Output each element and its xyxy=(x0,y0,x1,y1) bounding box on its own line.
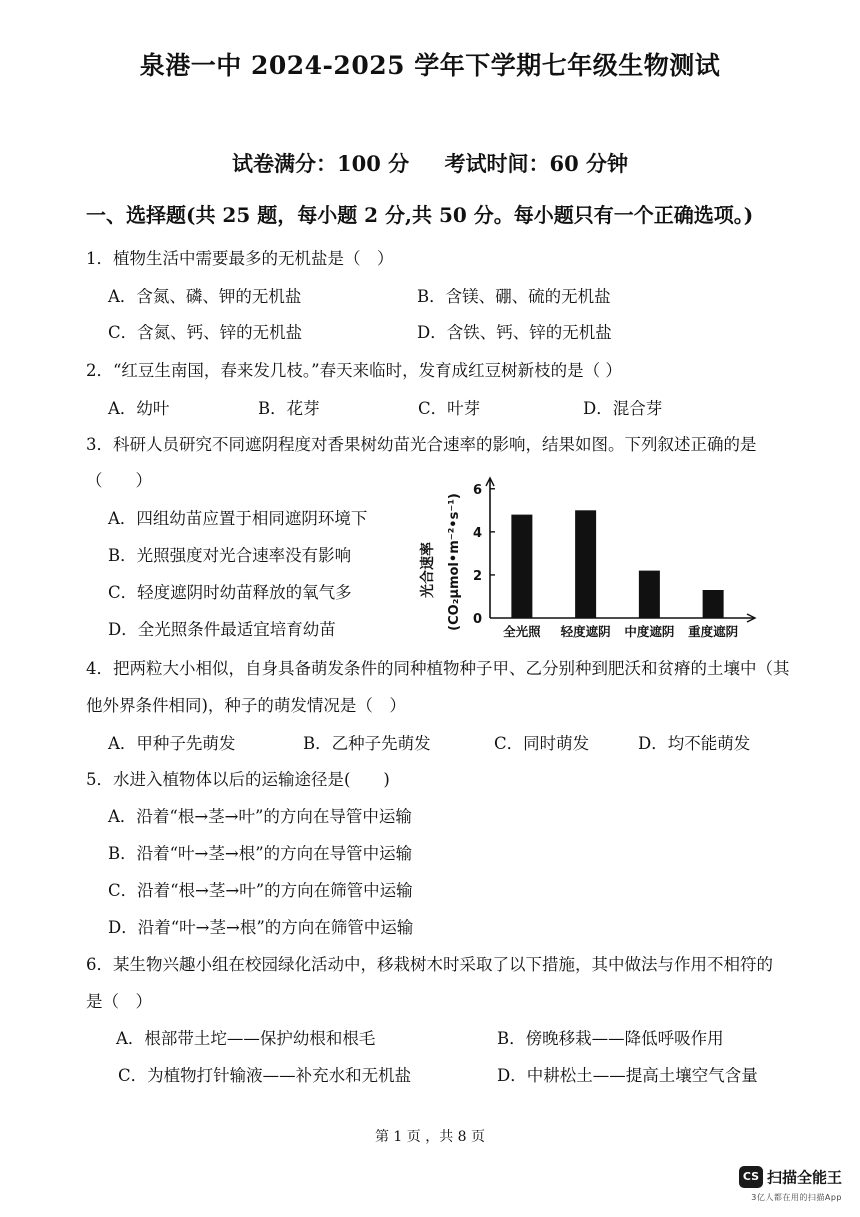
question-4-stem: 4．把两粒大小相似，自身具备萌发条件的同种植物种子甲、乙分别种到肥沃和贫瘠的土壤中（其 xyxy=(86,659,790,678)
question-2-option-a: A．幼叶 xyxy=(108,399,170,418)
question-3-option-a: A．四组幼苗应置于相同遮阴环境下 xyxy=(108,509,368,528)
x-tick-label-1: 轻度遮阴 xyxy=(560,624,611,639)
question-4-stem-cont: 他外界条件相同)，种子的萌发情况是（ ） xyxy=(86,696,406,715)
question-5-option-b: B．沿着“叶→茎→根”的方向在导管中运输 xyxy=(108,844,413,863)
question-2-option-b: B．花芽 xyxy=(258,399,320,418)
exam-title: 泉港一中 2024-2025 学年下学期七年级生物测试 xyxy=(139,51,721,80)
question-3-stem-cont: （ ） xyxy=(86,471,152,490)
question-4-option-c: C．同时萌发 xyxy=(494,734,590,753)
y-axis-unit: (CO₂μmol•m⁻²•s⁻¹) xyxy=(447,493,462,631)
question-1-option-a: A．含氮、磷、钾的无机盐 xyxy=(108,287,302,306)
bar-3 xyxy=(703,590,724,618)
question-5-option-c: C．沿着“根→茎→叶”的方向在筛管中运输 xyxy=(108,881,413,900)
bar-2 xyxy=(639,571,660,618)
question-3-stem: 3．科研人员研究不同遮阴程度对香果树幼苗光合速率的影响，结果如图。下列叙述正确的是 xyxy=(86,435,757,454)
question-2-option-d: D．混合芽 xyxy=(583,399,663,418)
y-tick-label-2: 4 xyxy=(472,525,482,541)
y-tick-label-1: 2 xyxy=(472,568,482,584)
question-3-option-c: C．轻度遮阴时幼苗释放的氧气多 xyxy=(108,583,352,602)
brand-tagline: 3亿人都在用的扫描App xyxy=(751,1193,842,1202)
question-4-option-b: B．乙种子先萌发 xyxy=(303,734,431,753)
camscanner-logo-icon: CS xyxy=(739,1166,763,1188)
question-3-option-b: B．光照强度对光合速率没有影响 xyxy=(108,546,352,565)
question-1-option-d: D．含铁、钙、锌的无机盐 xyxy=(417,323,612,342)
brand-name: 扫描全能王 xyxy=(766,1168,842,1187)
scanner-watermark xyxy=(739,1166,842,1202)
question-5-option-a: A．沿着“根→茎→叶”的方向在导管中运输 xyxy=(108,807,412,826)
x-tick-label-0: 全光照 xyxy=(503,624,541,639)
question-1-option-c: C．含氮、钙、锌的无机盐 xyxy=(108,323,303,342)
question-6-stem: 6．某生物兴趣小组在校园绿化活动中，移栽树木时采取了以下措施，其中做法与作用不相符的 xyxy=(86,955,773,974)
question-4-option-a: A．甲种子先萌发 xyxy=(108,734,236,753)
question-5-stem: 5．水进入植物体以后的运输途径是( ) xyxy=(86,770,390,789)
y-axis-label: 光合速率 xyxy=(420,542,436,598)
question-1-stem: 1．植物生活中需要最多的无机盐是（ ） xyxy=(86,249,394,268)
x-tick-label-2: 中度遮阴 xyxy=(624,624,675,639)
question-5-option-d: D．沿着“叶→茎→根”的方向在筛管中运输 xyxy=(108,918,414,937)
full-score: 试卷满分：100 分 xyxy=(231,151,410,176)
question-6-option-d: D．中耕松土——提高土壤空气含量 xyxy=(497,1066,758,1085)
bar-1 xyxy=(575,510,596,618)
question-2-stem: 2．“红豆生南国，春来发几枝。”春天来临时，发育成红豆树新枝的是（ ） xyxy=(86,361,622,380)
x-tick-label-3: 重度遮阴 xyxy=(688,624,739,639)
question-6-stem-cont: 是（ ） xyxy=(86,992,152,1011)
question-4-option-d: D．均不能萌发 xyxy=(638,734,751,753)
question-1-option-b: B．含镁、硼、硫的无机盐 xyxy=(417,287,611,306)
page-number: 第 1 页 ，共 8 页 xyxy=(374,1129,486,1145)
exam-time: 考试时间：60 分钟 xyxy=(444,151,628,176)
y-tick-label-0: 0 xyxy=(472,612,482,627)
question-6-option-b: B．傍晚移栽——降低呼吸作用 xyxy=(497,1029,724,1048)
y-tick-label-3: 6 xyxy=(472,482,482,498)
photosynthesis-bar-chart xyxy=(410,470,760,645)
question-2-option-c: C．叶芽 xyxy=(418,399,481,418)
question-6-option-c: C．为植物打针输液——补充水和无机盐 xyxy=(118,1066,412,1085)
question-6-option-a: A．根部带土坨——保护幼根和根毛 xyxy=(116,1029,376,1048)
section-heading: 一、选择题(共 25 题，每小题 2 分,共 50 分。每小题只有一个正确选项。) xyxy=(86,203,754,227)
question-3-option-d: D．全光照条件最适宜培育幼苗 xyxy=(108,620,336,639)
bar-0 xyxy=(511,515,532,618)
exam-meta xyxy=(0,148,860,178)
